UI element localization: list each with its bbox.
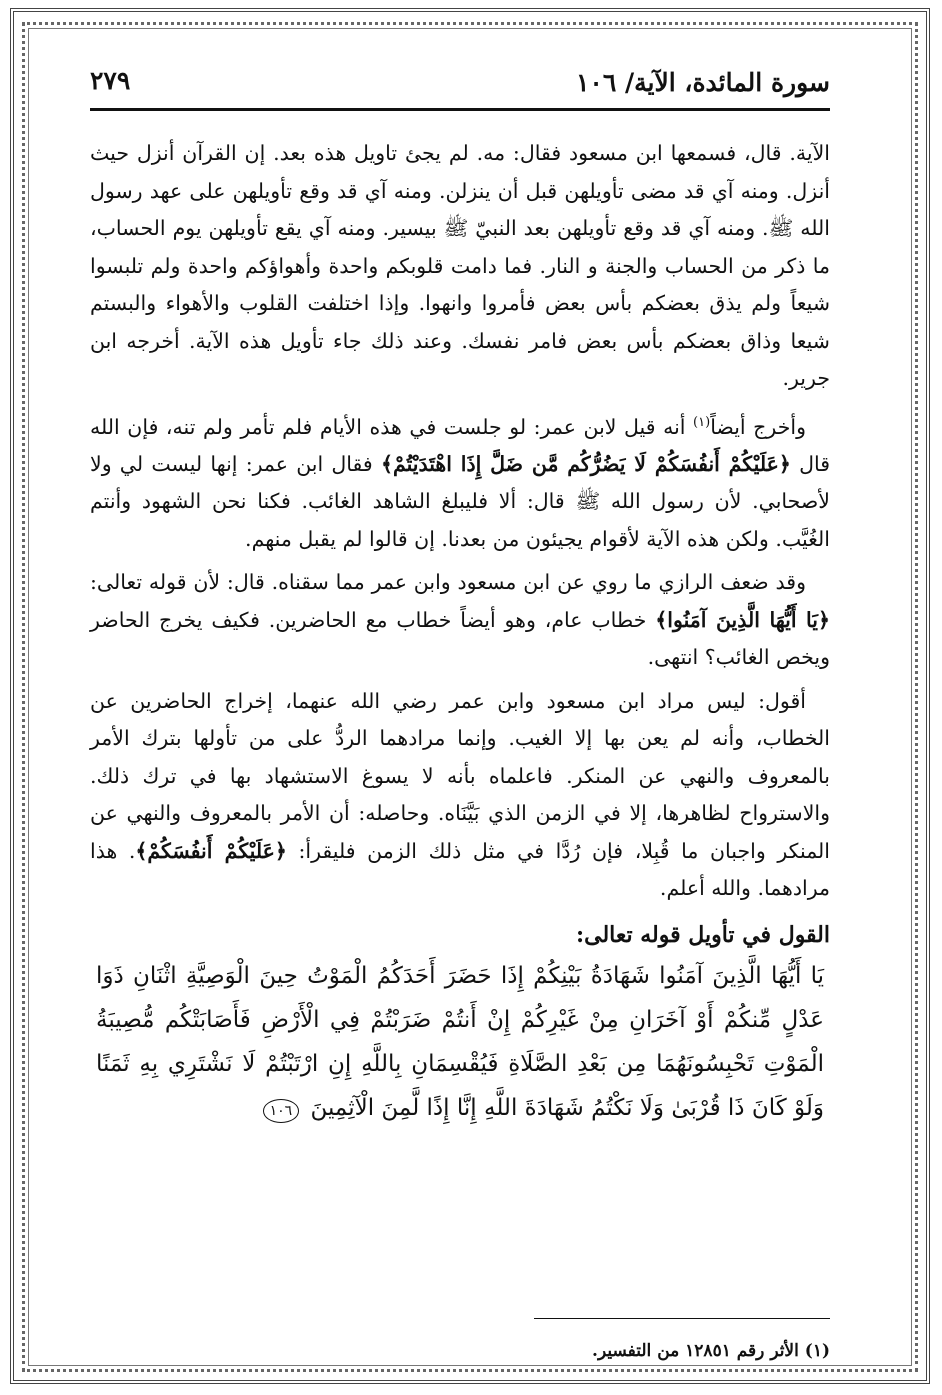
paragraph-4: [90, 683, 830, 908]
footnote: (١) الأثر رقم ١٢٨٥١ من التفسير.: [592, 1341, 830, 1361]
paragraph-3-text-b: خطاب عام، وهو أيضاً خطاب مع الحاضرين. فكيف يخرج الحاضر ويخص الغائب؟ انتهى.: [90, 607, 830, 670]
quran-verse: [90, 954, 830, 1130]
section-heading: القول في تأويل قوله تعالى:: [576, 921, 830, 948]
paragraph-1: الآية. قال، فسمعها ابن مسعود فقال: مه. لم يجئ تاويل هذه بعد. إن القرآن أنزل حيث أنزل. ومنه آي قد مضى تأويلهن قبل أن ينزلن. ومنه آي قد وقع تأويلهن على عهد رسول الله ﷺ. ومنه آي قد وقع تأويلهن بعد النبيّ ﷺ بيسير. ومنه آي يقع تأويلهن يوم الحساب، ما ذكر من الحساب والجنة و النار. فما دامت قلوبكم واحدة وأهواؤكم واحدة ولم تلبسوا شيعاً ولم يذق بعضكم بأس بعض فأمروا وانهوا. وإذا اختلفت القلوب والأهواء والبستم شيعا وذاق بعضكم بأس بعض فامر نفسك. وعند ذلك جاء تأويل هذه الآية. أخرجه ابن جرير.: [90, 141, 830, 390]
quran-quote: ﴿عَلَيْكُمْ أَنفُسَكُمْ﴾: [135, 838, 287, 863]
paragraph-2: [90, 404, 830, 559]
page-header: [90, 66, 830, 111]
paragraph-4-text-b: . هذا مرادهما. والله أعلم.: [90, 838, 830, 901]
paragraph-2-text-a: أنه قيل لابن عمر: لو جلست في هذه الأيام فلم تأمر ولم تنه، فإن الله قال: [90, 414, 831, 476]
verse-number: ١٠٦: [263, 1099, 300, 1123]
body-text: [90, 135, 830, 1130]
quran-quote: ﴿يَا أَيُّهَا الَّذِينَ آمَنُوا﴾: [655, 607, 831, 632]
verse-text: يَا أَيُّهَا الَّذِينَ آمَنُوا شَهَادَةُ بَيْنِكُمْ إِذَا حَضَرَ أَحَدَكُمُ الْمَوْتُ حِينَ الْوَصِيَّةِ اثْنَانِ ذَوَا عَدْلٍ مِّنكُمْ أَوْ آخَرَانِ مِنْ غَيْرِكُمْ إِنْ أَنتُمْ ضَرَبْتُمْ فِي الْأَرْضِ فَأَصَابَتْكُم مُّصِيبَةُ الْمَوْتِ تَحْبِسُونَهُمَا مِن بَعْدِ الصَّلَاةِ فَيُقْسِمَانِ بِاللَّهِ إِنِ ارْتَبْتُمْ لَا نَشْتَرِي بِهِ ثَمَنًا وَلَوْ كَانَ ذَا قُرْبَىٰ وَلَا نَكْتُمُ شَهَادَةَ اللَّهِ إِنَّا إِذًا لَّمِنَ الْآثِمِينَ: [96, 962, 824, 1121]
paragraph-2-text-b: فقال ابن عمر: إنها ليست لي ولا لأصحابي. لأن رسول الله ﷺ قال: ألا فليبلغ الشاهد الغائب. فكنا نحن الشهود وأنتم الغُيَّب. ولكن هذه الآية لأقوام يجيئون من بعدنا. إن قالوا لم يقبل منهم.: [90, 451, 830, 551]
paragraph-2-start: وأخرج أيضاً: [710, 414, 806, 439]
footnote-marker: (١): [693, 414, 711, 430]
footnote-divider: [534, 1318, 830, 1319]
quran-quote: ﴿عَلَيْكُمْ أَنفُسَكُمْ لَا يَضُرُّكُم مَّن ضَلَّ إِذَا اهْتَدَيْتُمْ﴾: [380, 451, 791, 476]
paragraph-3: [90, 564, 830, 677]
paragraph-3-text-a: وقد ضعف الرازي ما روي عن ابن مسعود وابن عمر مما سقناه. قال: لأن قوله تعالى:: [90, 570, 806, 595]
running-title: سورة المائدة، الآية/ ١٠٦: [575, 68, 830, 97]
book-page: [90, 66, 831, 1361]
paragraph-4-text-a: أقول: ليس مراد ابن مسعود وابن عمر رضي الله عنهما، إخراج الحاضرين عن الخطاب، وأنه لم يعن بها إلا الغيب. وإنما مرادهما الردُّ على من تأولها بترك الأمر بالمعروف والنهي عن المنكر. فاعلماه بأنه لا يسوغ الاستشهاد بها في ترك ذلك. والاسترواح لظاهرها، إلا في الزمن الذي بَيَّنَاه. وحاصله: أن الأمر بالمعروف والنهي عن المنكر واجبان ما قُبِلا، فإن رُدَّا في مثل ذلك الزمن فليقرأ:: [90, 688, 830, 863]
page-number: ٢٧٩: [90, 66, 131, 95]
